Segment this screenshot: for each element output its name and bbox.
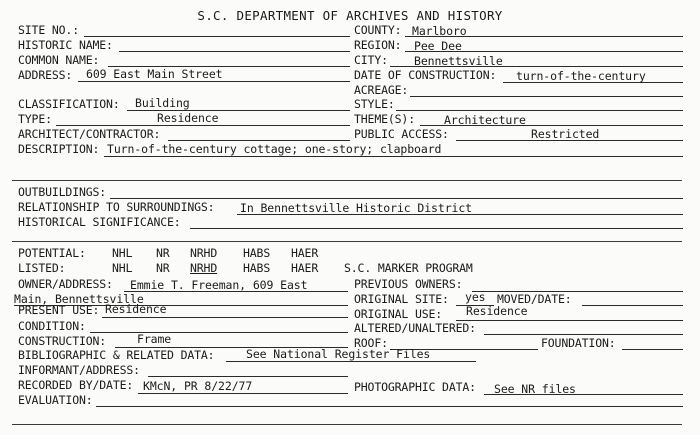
site-no-line: [84, 36, 350, 37]
common-name-label: COMMON NAME:: [18, 53, 100, 67]
potential-nhl: NHL: [112, 246, 133, 260]
condition-label: CONDITION:: [18, 319, 86, 333]
region-label: REGION:: [354, 38, 402, 52]
section-divider: [12, 241, 682, 242]
date-of-construction-value: turn-of-the-century: [516, 69, 646, 83]
listed-nr: NR: [156, 261, 170, 275]
description-line: [104, 156, 683, 157]
photographic-data-value: See NR files: [494, 382, 576, 396]
construction-value: Frame: [137, 332, 172, 346]
original-site-label: ORIGINAL SITE:: [354, 292, 449, 306]
potential-nrhd: NRHD: [190, 246, 218, 260]
moved-date-label: MOVED/DATE:: [497, 292, 572, 306]
recorded-by-date-label: RECORDED BY/DATE:: [18, 378, 134, 392]
section-divider: [12, 424, 682, 425]
listed-habs: HABS: [243, 261, 271, 275]
evaluation-line: [96, 406, 683, 407]
evaluation-label: EVALUATION:: [18, 393, 93, 407]
present-use-line: [102, 317, 348, 318]
listed-haer: HAER: [291, 261, 319, 275]
address-value: 609 East Main Street: [86, 67, 223, 81]
owner-address-value-line2: Main, Bennettsville: [14, 292, 144, 306]
classification-label: CLASSIFICATION:: [18, 97, 120, 111]
public-access-value: Restricted: [531, 127, 600, 141]
outbuildings-label: OUTBUILDINGS:: [18, 185, 107, 199]
potential-nr: NR: [156, 246, 170, 260]
city-value: Bennettsville: [414, 54, 503, 68]
outbuildings-line: [110, 198, 683, 199]
form-title: S.C. DEPARTMENT OF ARCHIVES AND HISTORY: [197, 8, 503, 23]
potential-label: POTENTIAL:: [18, 246, 86, 260]
original-site-value: yes: [465, 290, 486, 304]
acreage-label: ACREAGE:: [354, 83, 409, 97]
historical-significance-label: HISTORICAL SIGNIFICANCE:: [18, 215, 181, 229]
potential-habs: HABS: [243, 246, 271, 260]
type-label: TYPE:: [18, 112, 52, 126]
acreage-line: [410, 96, 683, 97]
roof-label: ROOF:: [354, 336, 388, 350]
previous-owners-label: PREVIOUS OWNERS:: [354, 277, 463, 291]
listed-label: LISTED:: [18, 261, 66, 275]
recorded-by-date-value: KMcN, PR 8/22/77: [143, 379, 253, 393]
listed-nhl: NHL: [112, 261, 133, 275]
description-label: DESCRIPTION:: [18, 142, 100, 156]
architect-contractor-line: [168, 140, 350, 141]
moved-date-line: [582, 305, 683, 306]
address-line: [78, 81, 350, 82]
region-value: Pee Dee: [414, 39, 462, 53]
date-of-construction-label: DATE OF CONSTRUCTION:: [354, 68, 497, 82]
photographic-data-label: PHOTOGRAPHIC DATA:: [354, 380, 476, 394]
bibliographic-value: See National Register Files: [246, 347, 431, 361]
altered-unaltered-line: [484, 334, 683, 335]
altered-unaltered-label: ALTERED/UNALTERED:: [354, 321, 476, 335]
original-use-value: Residence: [466, 304, 528, 318]
themes-value: Architecture: [444, 113, 526, 127]
themes-label: THEME(S):: [354, 112, 415, 126]
style-line: [396, 110, 683, 111]
county-value: Marlboro: [412, 24, 467, 38]
foundation-line: [622, 349, 683, 350]
type-line: [56, 125, 350, 126]
county-label: COUNTY:: [354, 23, 402, 37]
listed-nrhd-marked: NRHD: [190, 261, 218, 275]
foundation-label: FOUNDATION:: [541, 336, 616, 350]
condition-line: [90, 332, 348, 333]
bibliographic-line: [226, 361, 476, 362]
informant-address-label: INFORMANT/ADDRESS:: [18, 363, 140, 377]
construction-label: CONSTRUCTION:: [18, 334, 107, 348]
owner-address-label: OWNER/ADDRESS:: [18, 277, 113, 291]
classification-value: Building: [135, 96, 190, 110]
potential-haer: HAER: [291, 246, 319, 260]
city-label: CITY:: [354, 53, 388, 67]
historical-significance-line: [190, 228, 683, 229]
description-value: Turn-of-the-century cottage; one-story; clapboard: [107, 142, 442, 156]
architect-contractor-label: ARCHITECT/CONTRACTOR:: [18, 127, 161, 141]
sc-marker-program-label: S.C. MARKER PROGRAM: [344, 261, 473, 275]
style-label: STYLE:: [354, 97, 395, 111]
historic-name-label: HISTORIC NAME:: [18, 38, 113, 52]
public-access-label: PUBLIC ACCESS:: [354, 127, 449, 141]
section-divider: [12, 180, 682, 181]
original-use-label: ORIGINAL USE:: [354, 307, 443, 321]
type-value: Residence: [157, 111, 219, 125]
historic-name-line: [119, 51, 350, 52]
recorded-by-date-line: [138, 393, 348, 394]
bibliographic-label: BIBLIOGRAPHIC & RELATED DATA:: [18, 348, 215, 362]
present-use-label: PRESENT USE:: [18, 303, 100, 317]
relationship-value: In Bennettsville Historic District: [240, 201, 473, 215]
owner-address-value: Emmie T. Freeman, 609 East: [130, 278, 308, 292]
informant-address-line: [148, 376, 348, 377]
relationship-label: RELATIONSHIP TO SURROUNDINGS:: [18, 200, 215, 214]
site-no-label: SITE NO.:: [18, 23, 79, 37]
present-use-value: Residence: [105, 302, 167, 316]
original-use-line: [456, 320, 683, 321]
address-label: ADDRESS:: [18, 68, 73, 82]
